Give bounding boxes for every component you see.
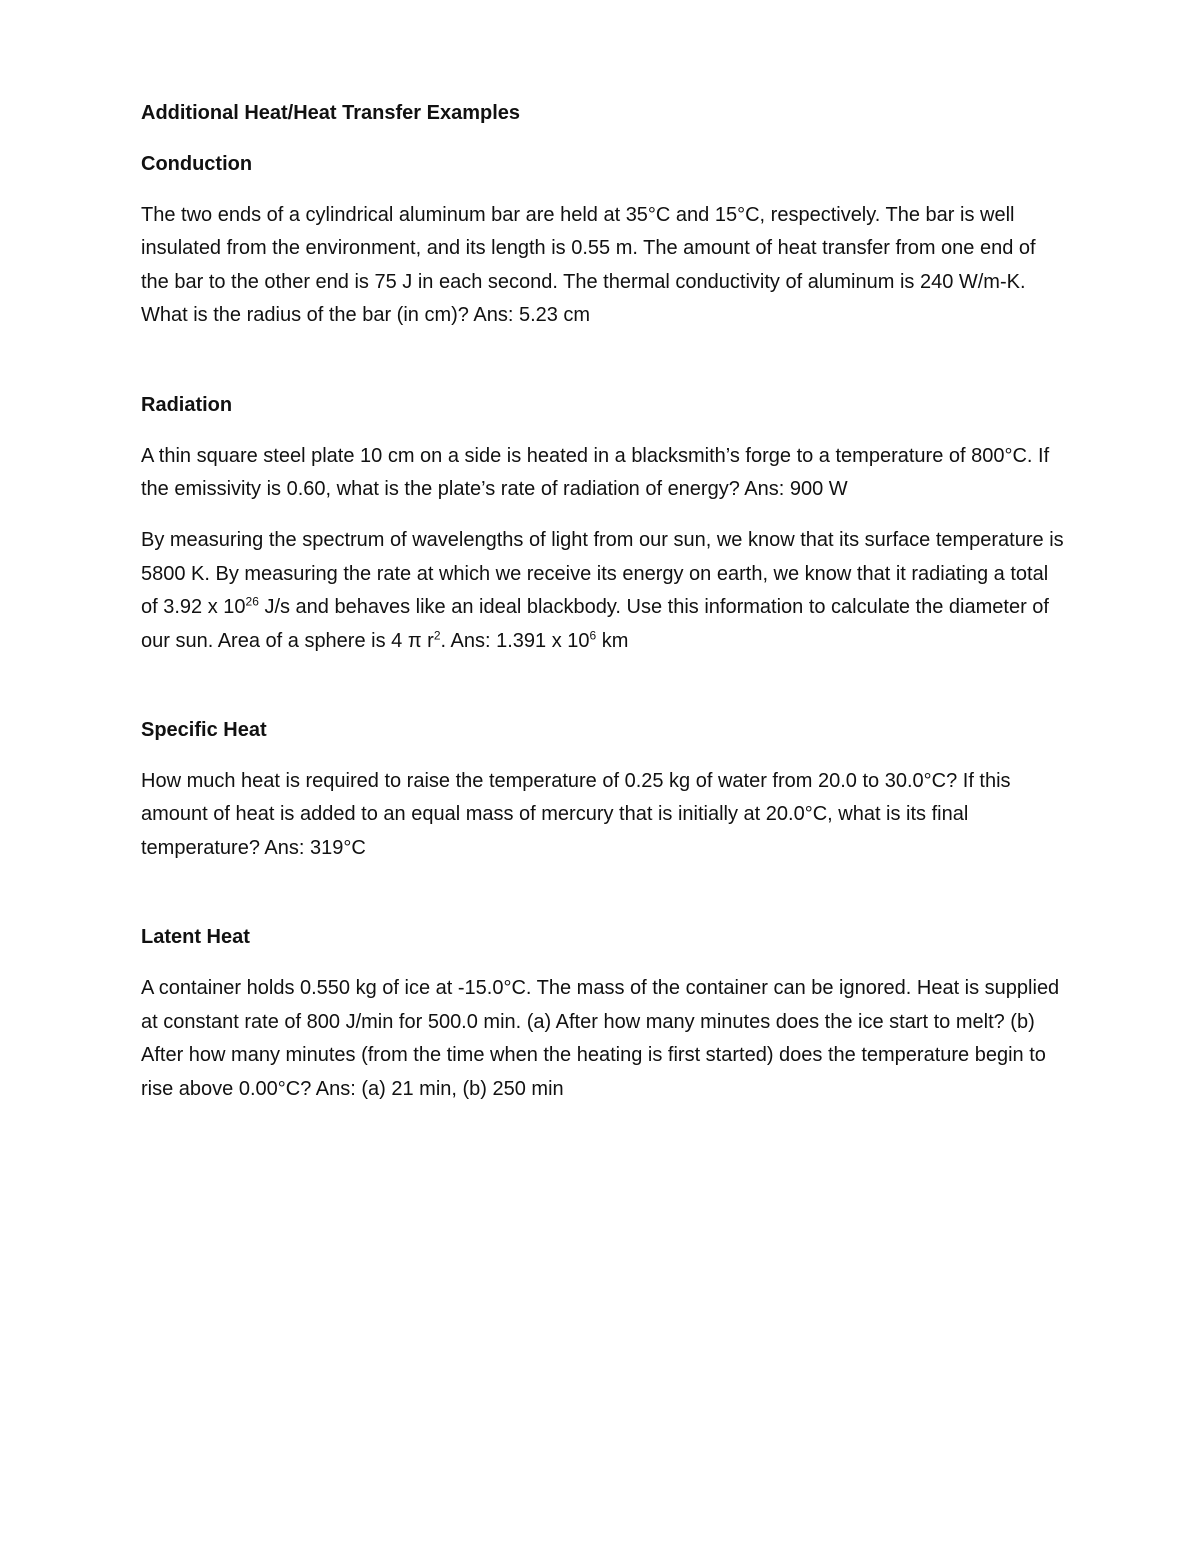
section-heading: Specific Heat xyxy=(141,719,267,742)
spacer xyxy=(141,333,1066,389)
section-heading: Conduction xyxy=(141,153,253,175)
section-heading: Latent Heat xyxy=(141,926,250,949)
spacer xyxy=(141,865,1066,921)
problem-text: A thin square steel plate 10 cm on a side is heated in a blacksmith’s forge to a temperature of 800°C. If the emissivity is 0.60, what is the plate’s rate of radiation of energy? Ans: 900 W xyxy=(141,444,1050,501)
problem-text-part: km xyxy=(596,629,629,652)
section-latent-heat xyxy=(141,921,1066,1106)
problem-text xyxy=(141,524,1066,658)
problem-text: How much heat is required to raise the temperature of 0.25 kg of water from 20.0 to 30.0°C? If this amount of heat is added to an equal mass of mercury that is initially at 20.0°C, what is its final temperature? Ans: 319°C xyxy=(141,770,1011,859)
superscript: 6 xyxy=(589,628,597,642)
document-title: Additional Heat/Heat Transfer Examples xyxy=(141,102,521,124)
document-content xyxy=(141,97,1066,1106)
problem-text-part: By measuring the spectrum of wavelengths of light from our sun, we know that its surface temperature is 5800 K. By measuring the rate at which we receive its energy on earth, we know that it radiating a total of 3.92 x 10 xyxy=(141,529,1064,619)
section-heading: Radiation xyxy=(141,393,233,416)
spacer xyxy=(141,506,1066,524)
problem-text: The two ends of a cylindrical aluminum bar are held at 35°C and 15°C, respectively. The bar is well insulated from the environment, and its length is 0.55 m. The amount of heat transfer from one end of the bar to the other end is 75 J in each second. The thermal conductivity of aluminum is 240 W/m-K. What is the radius of the bar (in cm)? Ans: 5.23 cm xyxy=(141,204,1036,327)
problem-text-part: J/s and behaves like an ideal blackbody. Use this information to calculate the diameter of our sun. Area of a sphere is 4 π r xyxy=(141,596,1049,652)
problem-text-part: . Ans: 1.391 x 10 xyxy=(440,629,590,652)
section-conduction xyxy=(141,148,1066,333)
section-radiation xyxy=(141,389,1066,658)
spacer xyxy=(141,658,1066,714)
section-specific-heat xyxy=(141,714,1066,865)
superscript: 2 xyxy=(433,628,441,642)
superscript: 26 xyxy=(245,594,259,609)
problem-text: A container holds 0.550 kg of ice at -15.0°C. The mass of the container can be ignored. Heat is supplied at constant rate of 800 J/min for 500.0 min. (a) After how many minutes does the ice start to melt? (b) After how many minutes (from the time when the heating is first started) does the temperature begin to rise above 0.00°C? Ans: (a) 21 min, (b) 250 min xyxy=(141,977,1060,1100)
